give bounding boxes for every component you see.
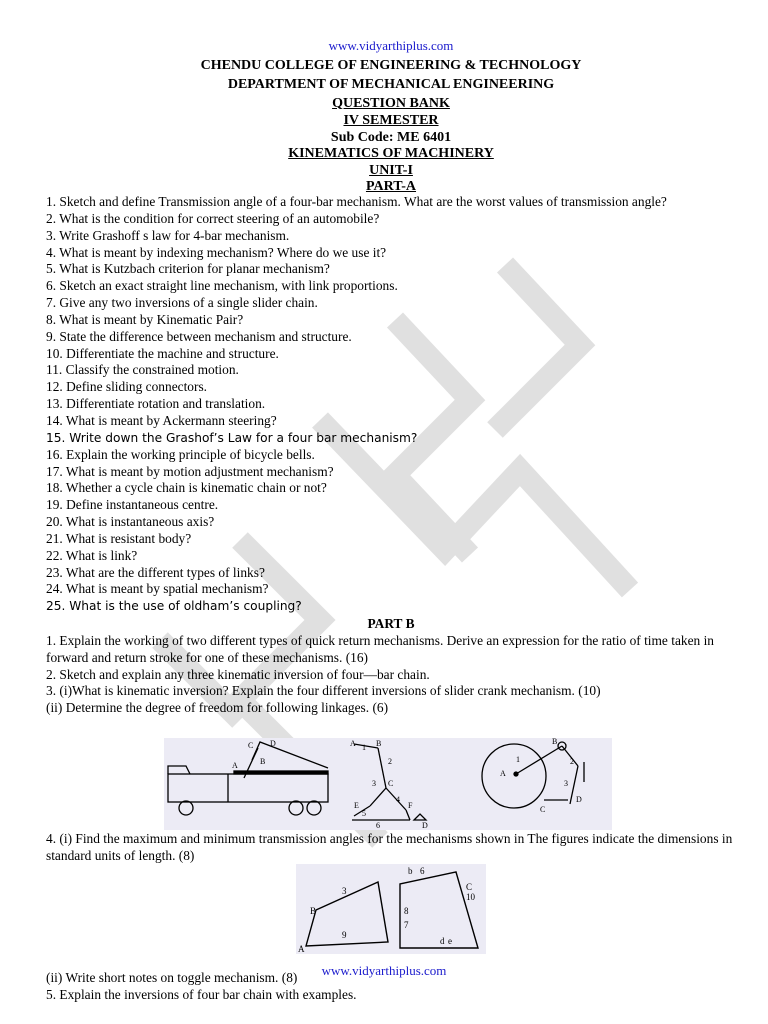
linkage-label-c: C	[388, 779, 394, 788]
truck-label-d: D	[270, 739, 276, 748]
question-a-10: 10. Differentiate the machine and structure.	[46, 345, 279, 361]
quad-right-label-10: 10	[466, 892, 475, 902]
cam-label-1: 1	[516, 755, 520, 764]
linkage-label-b: B	[376, 739, 382, 748]
question-b-5: 5. Explain the inversions of four bar chain with examples.	[46, 986, 357, 1002]
question-a-6: 6. Sketch an exact straight line mechanism, with link proportions.	[46, 278, 398, 294]
question-b-2: 2. Sketch and explain any three kinematic inversion of four—bar chain.	[46, 666, 430, 682]
cam-label-b: B	[552, 738, 558, 746]
unit-title: UNIT-I	[369, 163, 413, 178]
linkage-label-e: E	[354, 801, 359, 810]
question-a-23: 23. What are the different types of links?	[46, 564, 265, 580]
truck-label-c: C	[248, 741, 254, 750]
part-a-list	[46, 194, 736, 615]
quad-left-label-9: 9	[342, 930, 347, 940]
truck-label-b: B	[260, 757, 266, 766]
cam-label-2: 2	[570, 757, 574, 766]
header-url-link[interactable]: www.vidyarthiplus.com	[328, 38, 454, 53]
part-b-title: PART B	[367, 616, 415, 632]
linkage-label-3: 3	[372, 779, 376, 788]
footer-url-link[interactable]: www.vidyarthiplus.com	[321, 963, 447, 978]
part-a-title: PART-A	[365, 179, 417, 194]
quad-left-label-b: B	[310, 906, 317, 916]
doc-type: QUESTION BANK	[332, 96, 450, 111]
quad-right-label-b: b	[408, 866, 413, 876]
question-a-2: 2. What is the condition for correct steering of an automobile?	[46, 210, 380, 226]
question-a-8: 8. What is meant by Kinematic Pair?	[46, 311, 244, 327]
linkage-label-d: D	[422, 821, 428, 830]
question-a-24: 24. What is meant by spatial mechanism?	[46, 581, 269, 597]
question-b-4: 4. (i) Find the maximum and minimum transmission angles for the mechanisms shown in The figures indicate the dimensions in standard units of length. (8)	[46, 831, 733, 863]
cam-label-a: A	[500, 769, 506, 778]
question-bank-page	[46, 38, 736, 717]
college-name: CHENDU COLLEGE OF ENGINEERING & TECHNOLOGY	[200, 58, 582, 73]
quad-left-label-3: 3	[342, 886, 347, 896]
question-a-11: 11. Classify the constrained motion.	[46, 362, 239, 378]
part-b-tail	[46, 970, 736, 1004]
question-b-4-block	[46, 831, 736, 865]
quad-right-label-6: 6	[420, 866, 425, 876]
quad-right-label-c: C	[466, 882, 473, 892]
question-a-25: 25. What is the use of oldham’s coupling?	[46, 599, 302, 614]
question-a-12: 12. Define sliding connectors.	[46, 379, 208, 395]
linkage-label-2: 2	[388, 757, 392, 766]
question-a-18: 18. Whether a cycle chain is kinematic chain or not?	[46, 480, 327, 496]
question-b-4-ii: (ii) Write short notes on toggle mechanism. (8)	[46, 970, 298, 985]
quad-right-label-7: 7	[404, 920, 409, 930]
question-a-3: 3. Write Grashoff s law for 4-bar mechanism.	[46, 227, 290, 243]
cam-label-3: 3	[564, 779, 568, 788]
quadrilateral-figure	[296, 864, 486, 954]
linkage-label-1: 1	[362, 743, 366, 752]
question-a-14: 14. What is meant by Ackermann steering?	[46, 412, 277, 428]
question-a-21: 21. What is resistant body?	[46, 530, 192, 546]
question-b-3-ii: (ii) Determine the degree of freedom for following linkages. (6)	[46, 700, 389, 716]
question-a-17: 17. What is meant by motion adjustment mechanism?	[46, 463, 334, 479]
quad-right-label-d: d	[440, 936, 445, 946]
question-a-9: 9. State the difference between mechanism and structure.	[46, 328, 352, 344]
question-a-19: 19. Define instantaneous centre.	[46, 497, 219, 513]
question-a-7: 7. Give any two inversions of a single slider chain.	[46, 295, 318, 311]
question-b-3: 3. (i)What is kinematic inversion? Explain the four different inversions of slider crank mechanism. (10)	[46, 683, 601, 699]
quad-right-label-8: 8	[404, 906, 409, 916]
truck-label-a: A	[232, 761, 238, 770]
linkage-label-f: F	[408, 801, 413, 810]
subject-title: KINEMATICS OF MACHINERY	[288, 146, 494, 161]
question-a-4: 4. What is meant by indexing mechanism? Where do we use it?	[46, 244, 387, 260]
cam-label-d: D	[576, 795, 582, 804]
semester: IV SEMESTER	[343, 113, 439, 128]
question-a-20: 20. What is instantaneous axis?	[46, 514, 215, 530]
linkage-label-5: 5	[362, 809, 366, 818]
question-a-5: 5. What is Kutzbach criterion for planar mechanism?	[46, 261, 330, 277]
department-name: DEPARTMENT OF MECHANICAL ENGINEERING	[227, 77, 555, 92]
question-a-1: 1. Sketch and define Transmission angle of a four-bar mechanism. What are the worst values of transmission angle?	[46, 194, 667, 209]
cam-label-c: C	[540, 805, 546, 814]
linkages-figure	[164, 738, 612, 830]
quad-left-label-a: A	[298, 944, 305, 954]
question-a-13: 13. Differentiate rotation and translation.	[46, 396, 266, 412]
dump-truck-diagram	[168, 742, 328, 815]
question-a-15: 15. Write down the Grashof’s Law for a four bar mechanism?	[46, 430, 418, 445]
linkage-label-a: A	[350, 739, 356, 748]
quad-right-label-e: e	[448, 936, 452, 946]
question-a-22: 22. What is link?	[46, 547, 138, 563]
cam-mechanism-diagram	[482, 742, 584, 808]
linkage-label-4: 4	[396, 795, 400, 804]
linkage-label-6: 6	[376, 821, 380, 830]
sub-code: Sub Code: ME 6401	[330, 130, 452, 145]
question-b-1: 1. Explain the working of two different types of quick return mechanisms. Derive an expression for the ratio of time taken in forward and return stroke for one of these mechanisms. (16)	[46, 632, 714, 665]
question-a-16: 16. Explain the working principle of bicycle bells.	[46, 446, 315, 462]
quadrilateral-left-diagram	[306, 882, 388, 946]
